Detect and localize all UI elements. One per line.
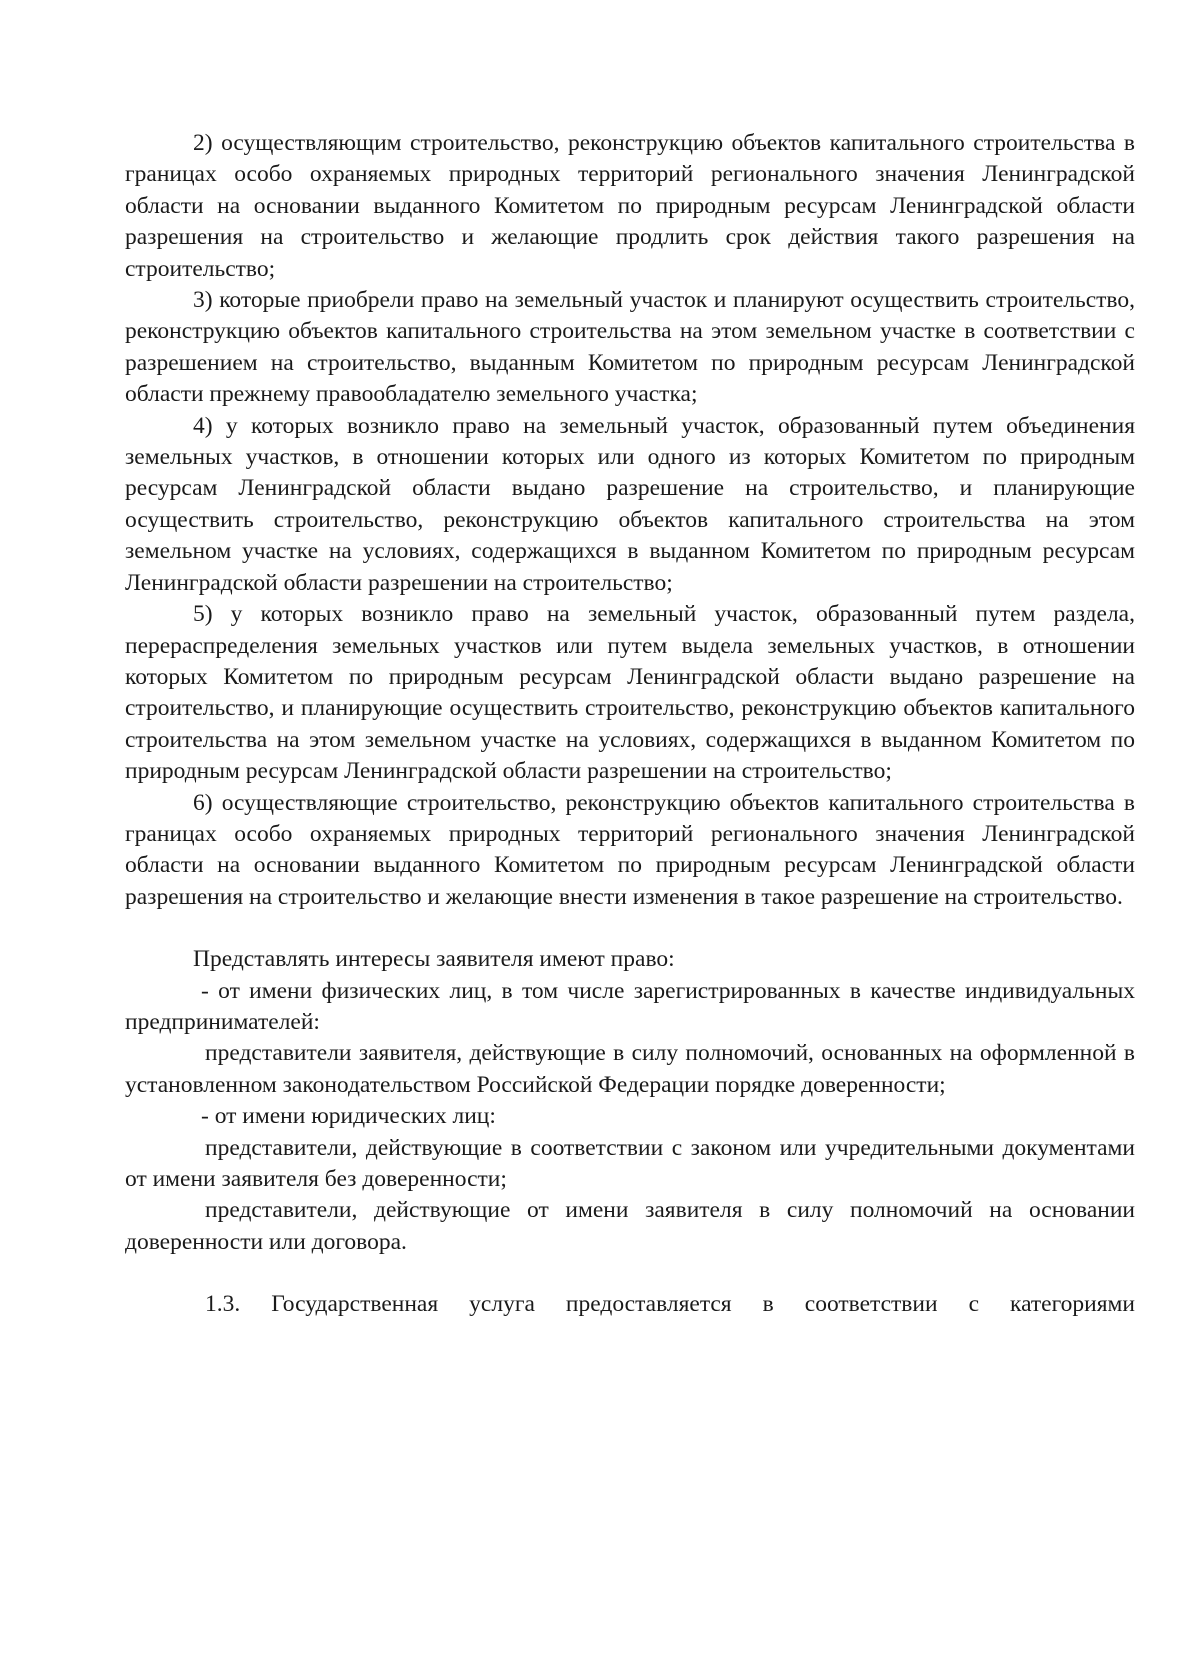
section-1-3: 1.3. Государственная услуга предоставляется в соответствии с категориями (205, 1291, 1135, 1318)
legal-text-1: представители, действующие в соответствии с законом или учредительными документами от имени заявителя без доверенности; (125, 1134, 1135, 1192)
representatives-intro: Представлять интересы заявителя имеют право: (193, 946, 675, 973)
legal-text-2: представители, действующие от имени заявителя в силу полномочий на основании доверенности или договора. (125, 1197, 1135, 1255)
list-item-6: 6) осуществляющие строительство, реконструкцию объектов капитального строительства в границах особо охраняемых природных территорий регионального значения Ленинградской области на основании выданного Комитетом по природным ресурсам Ленинградской области разрешения на строительство и желающие внести изменения в такое разрешение на строительство. (125, 789, 1135, 910)
list-item-2: 2) осуществляющим строительство, реконструкцию объектов капитального строительства в границах особо охраняемых природных территорий регионального значения Ленинградской области на основании выданного Комитетом по природным ресурсам Ленинградской области разрешения на строительство и желающие продлить срок действия такого разрешения на строительство; (125, 130, 1135, 282)
list-item-5: 5) у которых возникло право на земельный участок, образованный путем раздела, перераспределения земельных участков или путем выдела земельных участков, в отношении которых Комитетом по природным ресурсам Ленинградской области выдано разрешение на строительство, и планирующие осуществить строительство, реконструкцию объектов капитального строительства на этом земельном участке на условиях, содержащихся в выданном Комитетом по природным ресурсам Ленинградской области разрешении на строительство; (125, 601, 1135, 785)
list-item-3: 3) которые приобрели право на земельный участок и планируют осуществить строительство, реконструкцию объектов капитального строительства на этом земельном участке в соответствии с разрешением на строительство, выданным Комитетом по природным ресурсам Ленинградской области прежнему правообладателю земельного участка; (125, 287, 1135, 408)
individuals-text: представители заявителя, действующие в силу полномочий, основанных на оформленной в установленном законодательством Российской Федерации порядке доверенности; (125, 1040, 1135, 1098)
document-body (125, 128, 1135, 1321)
legal-heading: - от имени юридических лиц: (201, 1103, 496, 1130)
list-item-4: 4) у которых возникло право на земельный участок, образованный путем объединения земельных участков, в отношении которых или одного из которых Комитетом по природным ресурсам Ленинградской области выдано разрешение на строительство, и планирующие осуществить строительство, реконструкцию объектов капитального строительства на этом земельном участке на условиях, содержащихся в выданном Комитетом по природным ресурсам Ленинградской области разрешении на строительство; (125, 412, 1135, 596)
individuals-heading: - от имени физических лиц, в том числе зарегистрированных в качестве индивидуальных предпринимателей: (125, 977, 1135, 1035)
